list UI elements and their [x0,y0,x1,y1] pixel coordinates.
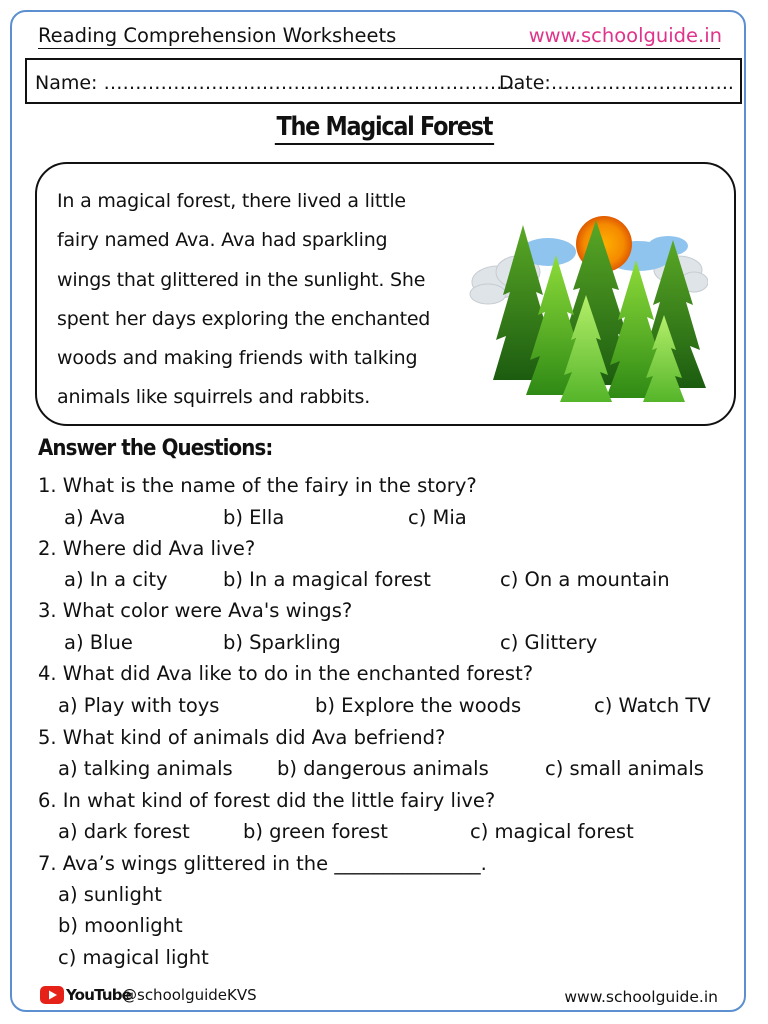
answer-option[interactable]: a) Blue [64,631,133,654]
story-line: wings that glittered in the sunlight. She [57,268,426,291]
answer-option[interactable]: c) Mia [408,506,467,529]
story-text [57,182,477,418]
story-line: animals like squirrels and rabbits. [57,386,371,409]
answer-option[interactable]: b) Explore the woods [315,694,522,717]
answer-option[interactable]: a) dark forest [58,820,190,843]
youtube-play-icon[interactable] [40,986,64,1004]
youtube-handle[interactable]: @schoolguideKVS [122,986,257,1004]
youtube-label[interactable]: YouTube [66,986,132,1004]
name-date-box [25,58,742,104]
answer-option[interactable]: b) Sparkling [223,631,341,654]
page-title-wrap [0,112,768,145]
question-text: 5. What kind of animals did Ava befriend? [38,726,446,749]
story-line: woods and making friends with talking [57,347,418,370]
questions-heading: Answer the Questions: [38,436,273,461]
answer-option[interactable]: c) Glittery [500,631,598,654]
answer-option[interactable]: c) magical forest [470,820,634,843]
forest-illustration [468,210,708,405]
header-website-link[interactable]: www.schoolguide.in [528,24,722,47]
question-text: 6. In what kind of forest did the little fairy live? [38,789,496,812]
answer-option[interactable]: a) sunlight [58,883,162,906]
worksheet-header-title: Reading Comprehension Worksheets [38,24,397,47]
footer-website-link[interactable]: www.schoolguide.in [564,988,718,1006]
story-line: fairy named Ava. Ava had sparkling [57,229,388,252]
answer-option[interactable]: a) In a city [64,568,168,591]
answer-option[interactable]: c) small animals [545,757,704,780]
answer-option[interactable]: a) talking animals [58,757,233,780]
answer-option[interactable]: c) Watch TV [594,694,711,717]
page-title: The Magical Forest [274,112,493,145]
answer-option[interactable]: b) Ella [223,506,285,529]
answer-option[interactable]: b) In a magical forest [223,568,431,591]
answer-option[interactable]: b) green forest [243,820,388,843]
date-field[interactable]: Date:……………………….. [499,72,734,94]
story-line: spent her days exploring the enchanted [57,307,431,330]
question-text: 7. Ava’s wings glittered in the _______________. [38,852,487,875]
answer-option[interactable]: b) moonlight [58,914,183,937]
question-text: 2. Where did Ava live? [38,537,256,560]
name-field[interactable]: Name: ……………………………………………………….. [35,72,515,94]
question-text: 4. What did Ava like to do in the enchanted forest? [38,662,534,685]
answer-option[interactable]: b) dangerous animals [277,757,489,780]
answer-option[interactable]: a) Ava [64,506,126,529]
answer-option[interactable]: c) On a mountain [500,568,670,591]
answer-option[interactable]: a) Play with toys [58,694,220,717]
header-underline [38,48,720,49]
story-line: In a magical forest, there lived a little [57,190,406,212]
question-text: 1. What is the name of the fairy in the story? [38,474,477,497]
answer-option[interactable]: c) magical light [58,946,209,969]
question-text: 3. What color were Ava's wings? [38,599,353,622]
